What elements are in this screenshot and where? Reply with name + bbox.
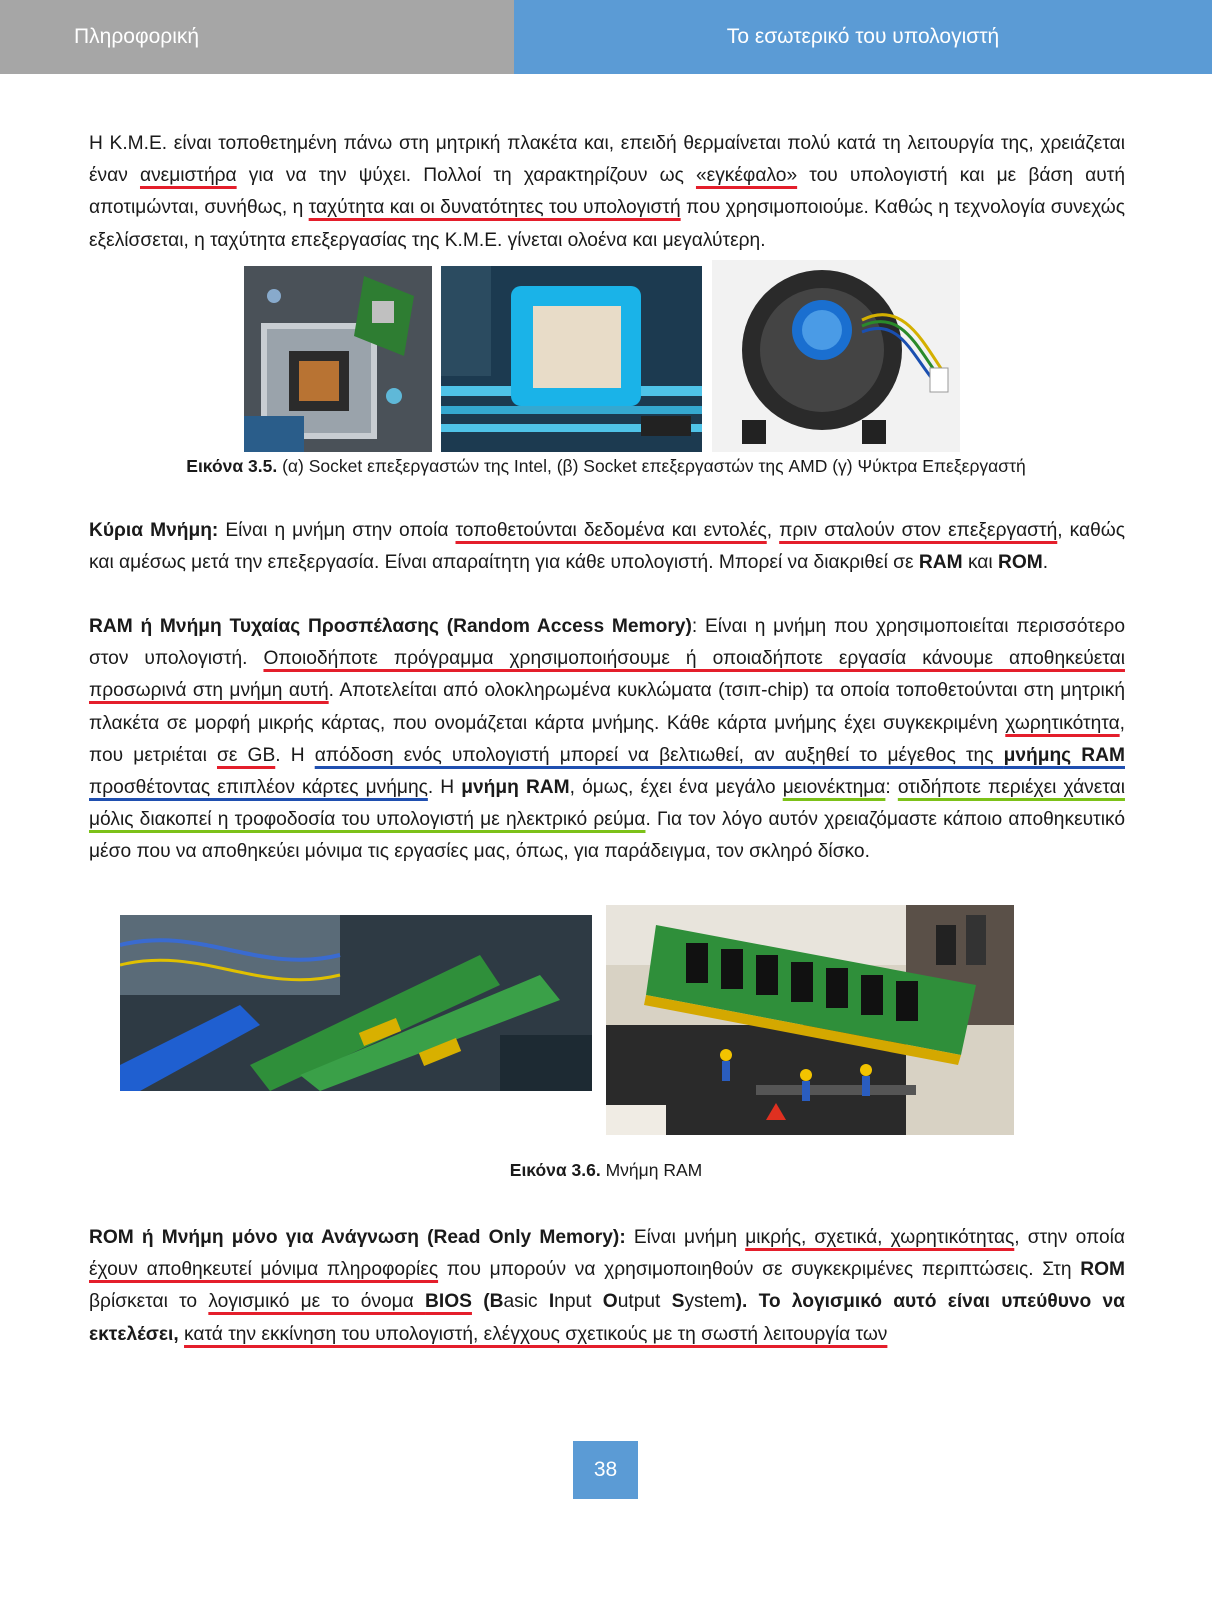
cpu-cooler-photo <box>712 260 960 452</box>
acronym-letter: O <box>602 1291 618 1313</box>
text: Η Κ.Μ.Ε. είναι τοποθετημένη πάνω στη μητρική πλακέτα και, επειδή θερμαίνεται πολύ κατά τη λειτουργία της, χρειάζεται έναν <box>89 133 1125 187</box>
figure-label: Εικόνα 3.5. <box>186 456 278 476</box>
text: Είναι η μνήμη στην οποία <box>218 520 456 541</box>
text: Είναι μνήμη <box>625 1227 746 1248</box>
text: , όμως, έχει ένα μεγάλο <box>569 777 783 799</box>
book-title: Πληροφορική <box>0 0 514 74</box>
highlight-gb: σε GB <box>216 744 276 766</box>
figure-text: Μνήμη RAM <box>600 1160 703 1180</box>
text: που χρησιμοποιούμε. Καθώς η τεχνολογία συνεχώς εξελίσσεται, η ταχύτητα επεξεργασίας της Κ.Μ.Ε. γίνεται ολοένα και μεγαλύτερη. <box>89 197 1125 251</box>
text: βρίσκεται το <box>89 1291 209 1313</box>
term-ram-memory: μνήμη RAM <box>461 777 570 799</box>
highlight-speed: ταχύτητα και οι δυνατότητες του υπολογιστή <box>308 197 681 219</box>
highlight-volatile: οτιδήποτε περιέχει χάνεται μόλις διακοπεί η τροφοδοσία του υπολογιστή με ηλεκτρικό ρεύμα <box>89 777 1125 831</box>
acronym-letter: B <box>489 1291 504 1313</box>
highlight-small-capacity: μικρής, σχετικά, χωρητικότητας <box>745 1227 1015 1248</box>
highlight-capacity: χωρητικότητα <box>1005 712 1120 734</box>
highlight-performance-cards: προσθέτοντας επιπλέον κάρτες μνήμης <box>89 777 428 799</box>
amd-socket-photo <box>441 266 702 452</box>
term-rom: ROM <box>998 552 1043 574</box>
text: . <box>1042 552 1049 574</box>
highlight-data-instructions: τοποθετούνται δεδομένα και εντολές <box>455 520 767 541</box>
highlight-temporary-storage: Οποιοδήποτε πρόγραμμα χρησιμοποιήσουμε ή οποιαδήποτε εργασία κάνουμε αποθηκεύεται προσωρινά στη μνήμη αυτή <box>89 648 1125 702</box>
highlight-bios-software: λογισμικό με το όνομα <box>208 1291 426 1313</box>
text: . Αποτελείται από ολοκληρωμένα κυκλώματα (τσιπ-chip) τα οποία τοποθετούνται στη μητρική πλακέτα σε μορφή μικρής κάρτας, που ονομάζεται κάρτα μνήμης. Κάθε κάρτα μνήμης έχει συγκεκριμένη <box>89 680 1126 734</box>
text: . Η <box>427 777 462 799</box>
text: ). Το λογισμικό αυτό είναι υπεύθυνο να εκτελέσει, <box>89 1291 1125 1345</box>
highlight-performance-ram: μνήμης RAM <box>1003 744 1125 766</box>
page-header <box>0 0 1212 74</box>
text: , στην οποία <box>1014 1227 1125 1248</box>
text: : <box>885 777 898 799</box>
ram-paragraph <box>89 611 1125 869</box>
text: ( <box>471 1291 490 1313</box>
figure-3-5-caption <box>0 456 1212 477</box>
ram-slots-photo <box>120 915 592 1091</box>
text: nput <box>554 1291 603 1313</box>
term-rom: ROM <box>1080 1259 1125 1281</box>
term-ram: RAM <box>918 552 963 574</box>
text: asic <box>503 1291 549 1313</box>
chapter-title: Το εσωτερικό του υπολογιστή <box>514 0 1212 74</box>
term-bios: BIOS <box>425 1291 472 1313</box>
figure-text: (α) Socket επεξεργαστών της Intel, (β) Socket επεξεργαστών της AMD (γ) Ψύκτρα Επεξεργαστή <box>277 456 1026 476</box>
text: . Για τον λόγο αυτόν χρειαζόμαστε κάποιο αποθηκευτικό μέσο που να αποθηκεύει μόνιμα τις εργασίες μας, όπως, για παράδειγμα, τον σκληρό δίσκο. <box>89 809 1125 863</box>
term-rom-full: ROM ή Μνήμη μόνο για Ανάγνωση (Read Only Memory): <box>89 1227 626 1248</box>
page-number: 38 <box>573 1441 638 1499</box>
highlight-permanent-info: έχουν αποθηκευτεί μόνιμα πληροφορίες <box>89 1259 439 1281</box>
highlight-performance: απόδοση ενός υπολογιστή μπορεί να βελτιωθεί, αν αυξηθεί το μέγεθος της <box>314 744 1004 766</box>
term-ram-full: RAM ή Μνήμη Τυχαίας Προσπέλασης (Random Access Memory) <box>89 616 692 637</box>
text: για να την ψύχει. Πολλοί τη χαρακτηρίζουν ως <box>236 165 696 187</box>
text: που μπορούν να χρησιμοποιηθούν σε συγκεκριμένες περιπτώσεις. Στη <box>438 1259 1081 1281</box>
highlight-startup-checks: κατά την εκκίνηση του υπολογιστή, ελέγχους σχετικούς με τη σωστή λειτουργία των <box>184 1323 888 1345</box>
acronym-letter: I <box>548 1291 555 1313</box>
text: και <box>962 552 998 574</box>
ram-workers-photo <box>606 905 1014 1135</box>
text: , καθώς και αμέσως μετά την επεξεργασία. Είναι απαραίτητη για κάθε υπολογιστή. Μπορεί να διακριθεί σε <box>89 520 1126 574</box>
text: , <box>766 520 780 541</box>
text: : Είναι η μνήμη που χρησιμοποιείται περισσότερο στον υπολογιστή. <box>89 616 1125 670</box>
text: του υπολογιστή και με βάση αυτή αποτιμώνται, συνήθως, η <box>89 165 1125 219</box>
intel-socket-photo <box>244 266 432 452</box>
text: , που μετριέται <box>89 712 1125 766</box>
main-memory-paragraph <box>89 515 1125 579</box>
figure-label: Εικόνα 3.6. <box>509 1160 601 1180</box>
highlight-disadvantage: μειονέκτημα <box>782 777 886 799</box>
term-main-memory: Κύρια Μνήμη: <box>89 520 219 541</box>
text: ystem <box>684 1291 736 1313</box>
figure-3-6-caption <box>0 1160 1212 1181</box>
text: . Η <box>275 744 315 766</box>
rom-paragraph <box>89 1222 1125 1351</box>
acronym-letter: S <box>671 1291 685 1313</box>
cpu-paragraph <box>89 128 1125 257</box>
highlight-fan: ανεμιστήρα <box>139 165 237 187</box>
highlight-before-processor: πριν σταλούν στον επεξεργαστή <box>779 520 1058 541</box>
highlight-brain: «εγκέφαλο» <box>695 165 798 187</box>
text: utput <box>617 1291 672 1313</box>
